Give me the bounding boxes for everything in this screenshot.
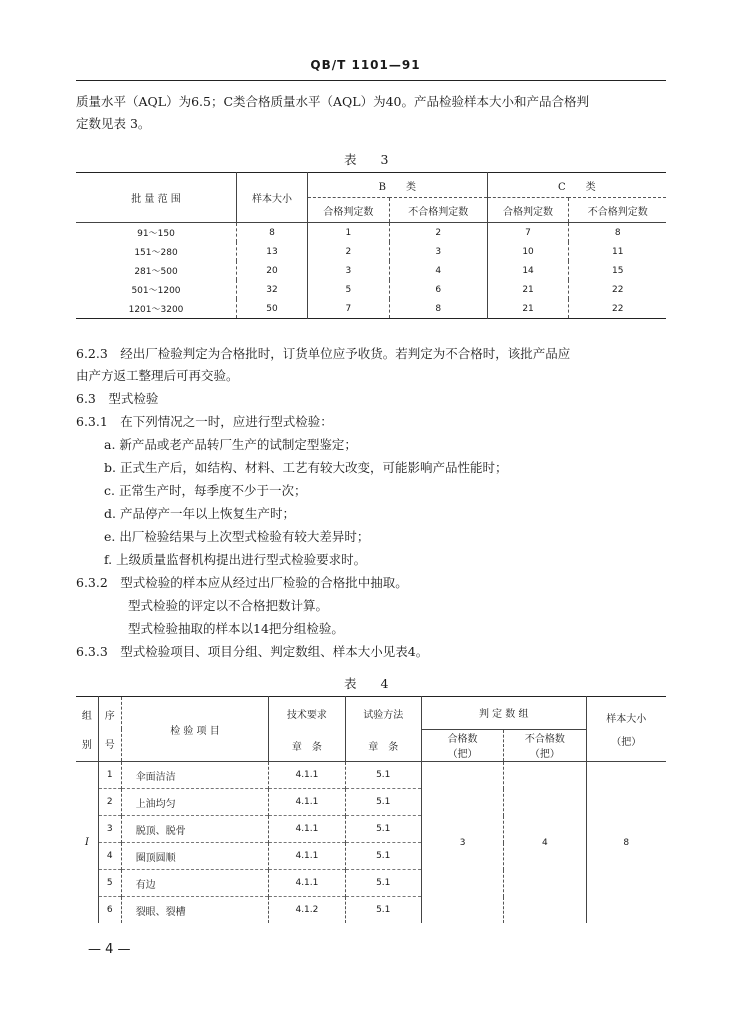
header-b-accept: 合格判定数 <box>308 198 390 223</box>
header-b-reject: 不合格判定数 <box>389 198 487 223</box>
b-reject: 4 <box>389 261 487 280</box>
b-accept: 7 <box>308 299 390 319</box>
header-seq <box>98 697 121 762</box>
c-reject: 15 <box>569 261 666 280</box>
inspection-item: 圈顶圆顺 <box>121 843 269 870</box>
table-4 <box>76 696 666 923</box>
section-6-3-heading: 6.3 型式检验 <box>76 391 159 406</box>
table-row <box>76 762 666 789</box>
table-3 <box>76 172 666 319</box>
header-batch-range: 批 量 范 围 <box>76 173 237 223</box>
tech-clause: 4.1.1 <box>269 816 345 843</box>
inspection-item: 伞面洁洁 <box>121 762 269 789</box>
batch-range: 281～500 <box>134 267 178 277</box>
intro-line-1: 质量水平（AQL）为6.5；C类合格质量水平（AQL）为40。产品检验样本大小和产品合格判 <box>76 94 590 109</box>
c-accept: 10 <box>487 242 569 261</box>
batch-range: 501～1200 <box>131 286 181 296</box>
inspection-item: 裂眼、裂槽 <box>121 897 269 924</box>
c-reject: 22 <box>569 280 666 299</box>
header-sample <box>586 697 666 762</box>
header-class-c: C 类 <box>487 173 666 198</box>
header-reject <box>504 729 586 762</box>
batch-range: 151～280 <box>134 248 178 258</box>
tech-clause: 4.1.2 <box>269 897 345 924</box>
b-reject: 3 <box>389 242 487 261</box>
section-6-3-3: 6.3.3 型式检验项目、项目分组、判定数组、样本大小见表4。 <box>76 644 429 659</box>
header-seq-char-1: 序 <box>104 711 115 722</box>
section-6-2-3-line-2: 由产方返工整理后可再交验。 <box>76 368 239 383</box>
header-c-accept: 合格判定数 <box>487 198 569 223</box>
header-seq-char-2: 号 <box>104 740 115 751</box>
list-item: a. 新产品或老产品转厂生产的试制定型鉴定； <box>104 437 357 452</box>
c-reject: 11 <box>569 242 666 261</box>
b-accept: 1 <box>308 223 390 243</box>
header-group-char-1: 组 <box>81 711 92 722</box>
test-clause: 5.1 <box>345 843 421 870</box>
sample-size: 8 <box>586 762 666 924</box>
c-accept: 7 <box>487 223 569 243</box>
table3-caption: 表 3 <box>344 152 399 167</box>
group-label: I <box>84 837 89 848</box>
inspection-item: 有边 <box>121 870 269 897</box>
table-row <box>76 242 666 261</box>
header-test-1: 试验方法 <box>345 697 421 730</box>
tech-clause: 4.1.1 <box>269 870 345 897</box>
tech-clause: 4.1.1 <box>269 843 345 870</box>
c-reject: 8 <box>569 223 666 243</box>
table-row <box>76 299 666 319</box>
sample-size: 20 <box>237 261 308 280</box>
sample-size: 8 <box>237 223 308 243</box>
seq-no: 1 <box>98 762 121 789</box>
seq-no: 4 <box>98 843 121 870</box>
test-clause: 5.1 <box>345 870 421 897</box>
header-rule <box>76 80 666 81</box>
section-6-2-3-line-1: 6.2.3 经出厂检验判定为合格批时，订货单位应予收货。若判定为不合格时，该批产品应 <box>76 346 571 361</box>
inspection-item: 脱顶、脱骨 <box>121 816 269 843</box>
section-6-3-2: 6.3.2 型式检验的样本应从经过出厂检验的合格批中抽取。 <box>76 575 408 590</box>
header-item: 检 验 项 目 <box>121 697 269 762</box>
header-test-2: 章 条 <box>345 729 421 762</box>
c-accept: 14 <box>487 261 569 280</box>
reject-count: 4 <box>504 762 586 924</box>
b-reject: 8 <box>389 299 487 319</box>
page-number: — 4 — <box>88 942 131 957</box>
list-item: c. 正常生产时，每季度不少于一次； <box>104 483 307 498</box>
test-clause: 5.1 <box>345 816 421 843</box>
header-sample-line-1: 样本大小 <box>606 714 647 725</box>
intro-line-2: 定数见表 3。 <box>76 116 151 131</box>
sample-size: 13 <box>237 242 308 261</box>
b-accept: 2 <box>308 242 390 261</box>
sample-size: 50 <box>237 299 308 319</box>
header-class-b: B 类 <box>308 173 488 198</box>
list-item: b. 正式生产后，如结构、材料、工艺有较大改变，可能影响产品性能时； <box>104 460 508 475</box>
header-c-reject: 不合格判定数 <box>569 198 666 223</box>
test-clause: 5.1 <box>345 897 421 924</box>
c-accept: 21 <box>487 299 569 319</box>
seq-no: 5 <box>98 870 121 897</box>
b-accept: 3 <box>308 261 390 280</box>
table-row <box>76 261 666 280</box>
section-6-3-1: 6.3.1 在下列情况之一时，应进行型式检验： <box>76 414 333 429</box>
tech-clause: 4.1.1 <box>269 762 345 789</box>
header-accept <box>421 729 503 762</box>
sample-size: 32 <box>237 280 308 299</box>
section-6-3-2-line-3: 型式检验抽取的样本以14把分组检验。 <box>128 621 344 636</box>
c-reject: 22 <box>569 299 666 319</box>
accept-count: 3 <box>421 762 503 924</box>
header-tech-1: 技术要求 <box>269 697 345 730</box>
list-item: f. 上级质量监督机构提出进行型式检验要求时。 <box>104 552 367 567</box>
b-accept: 5 <box>308 280 390 299</box>
header-reject-line-2: （把） <box>529 749 560 761</box>
header-group-char-2: 别 <box>81 740 92 751</box>
batch-range: 91～150 <box>137 229 175 239</box>
b-reject: 2 <box>389 223 487 243</box>
header-sample-line-2: （把） <box>611 737 642 748</box>
table-row <box>76 223 666 243</box>
header-accept-line-1: 合格数 <box>447 734 478 746</box>
table-row <box>76 280 666 299</box>
seq-no: 6 <box>98 897 121 924</box>
batch-range: 1201～3200 <box>128 305 184 315</box>
header-reject-line-1: 不合格数 <box>524 734 565 746</box>
section-6-3-2-line-2: 型式检验的评定以不合格把数计算。 <box>128 598 329 613</box>
test-clause: 5.1 <box>345 789 421 816</box>
seq-no: 2 <box>98 789 121 816</box>
header-group <box>76 697 98 762</box>
header-accept-line-2: （把） <box>447 749 478 761</box>
header-judge: 判 定 数 组 <box>421 697 586 730</box>
seq-no: 3 <box>98 816 121 843</box>
list-item: d. 产品停产一年以上恢复生产时； <box>104 506 295 521</box>
inspection-item: 上油均匀 <box>121 789 269 816</box>
list-item: e. 出厂检验结果与上次型式检验有较大差异时； <box>104 529 370 544</box>
table4-caption: 表 4 <box>344 676 399 691</box>
test-clause: 5.1 <box>345 762 421 789</box>
header-sample-size: 样本大小 <box>237 173 308 223</box>
c-accept: 21 <box>487 280 569 299</box>
standard-code-header: QB/T 1101—91 <box>310 58 421 72</box>
tech-clause: 4.1.1 <box>269 789 345 816</box>
b-reject: 6 <box>389 280 487 299</box>
header-tech-2: 章 条 <box>269 729 345 762</box>
